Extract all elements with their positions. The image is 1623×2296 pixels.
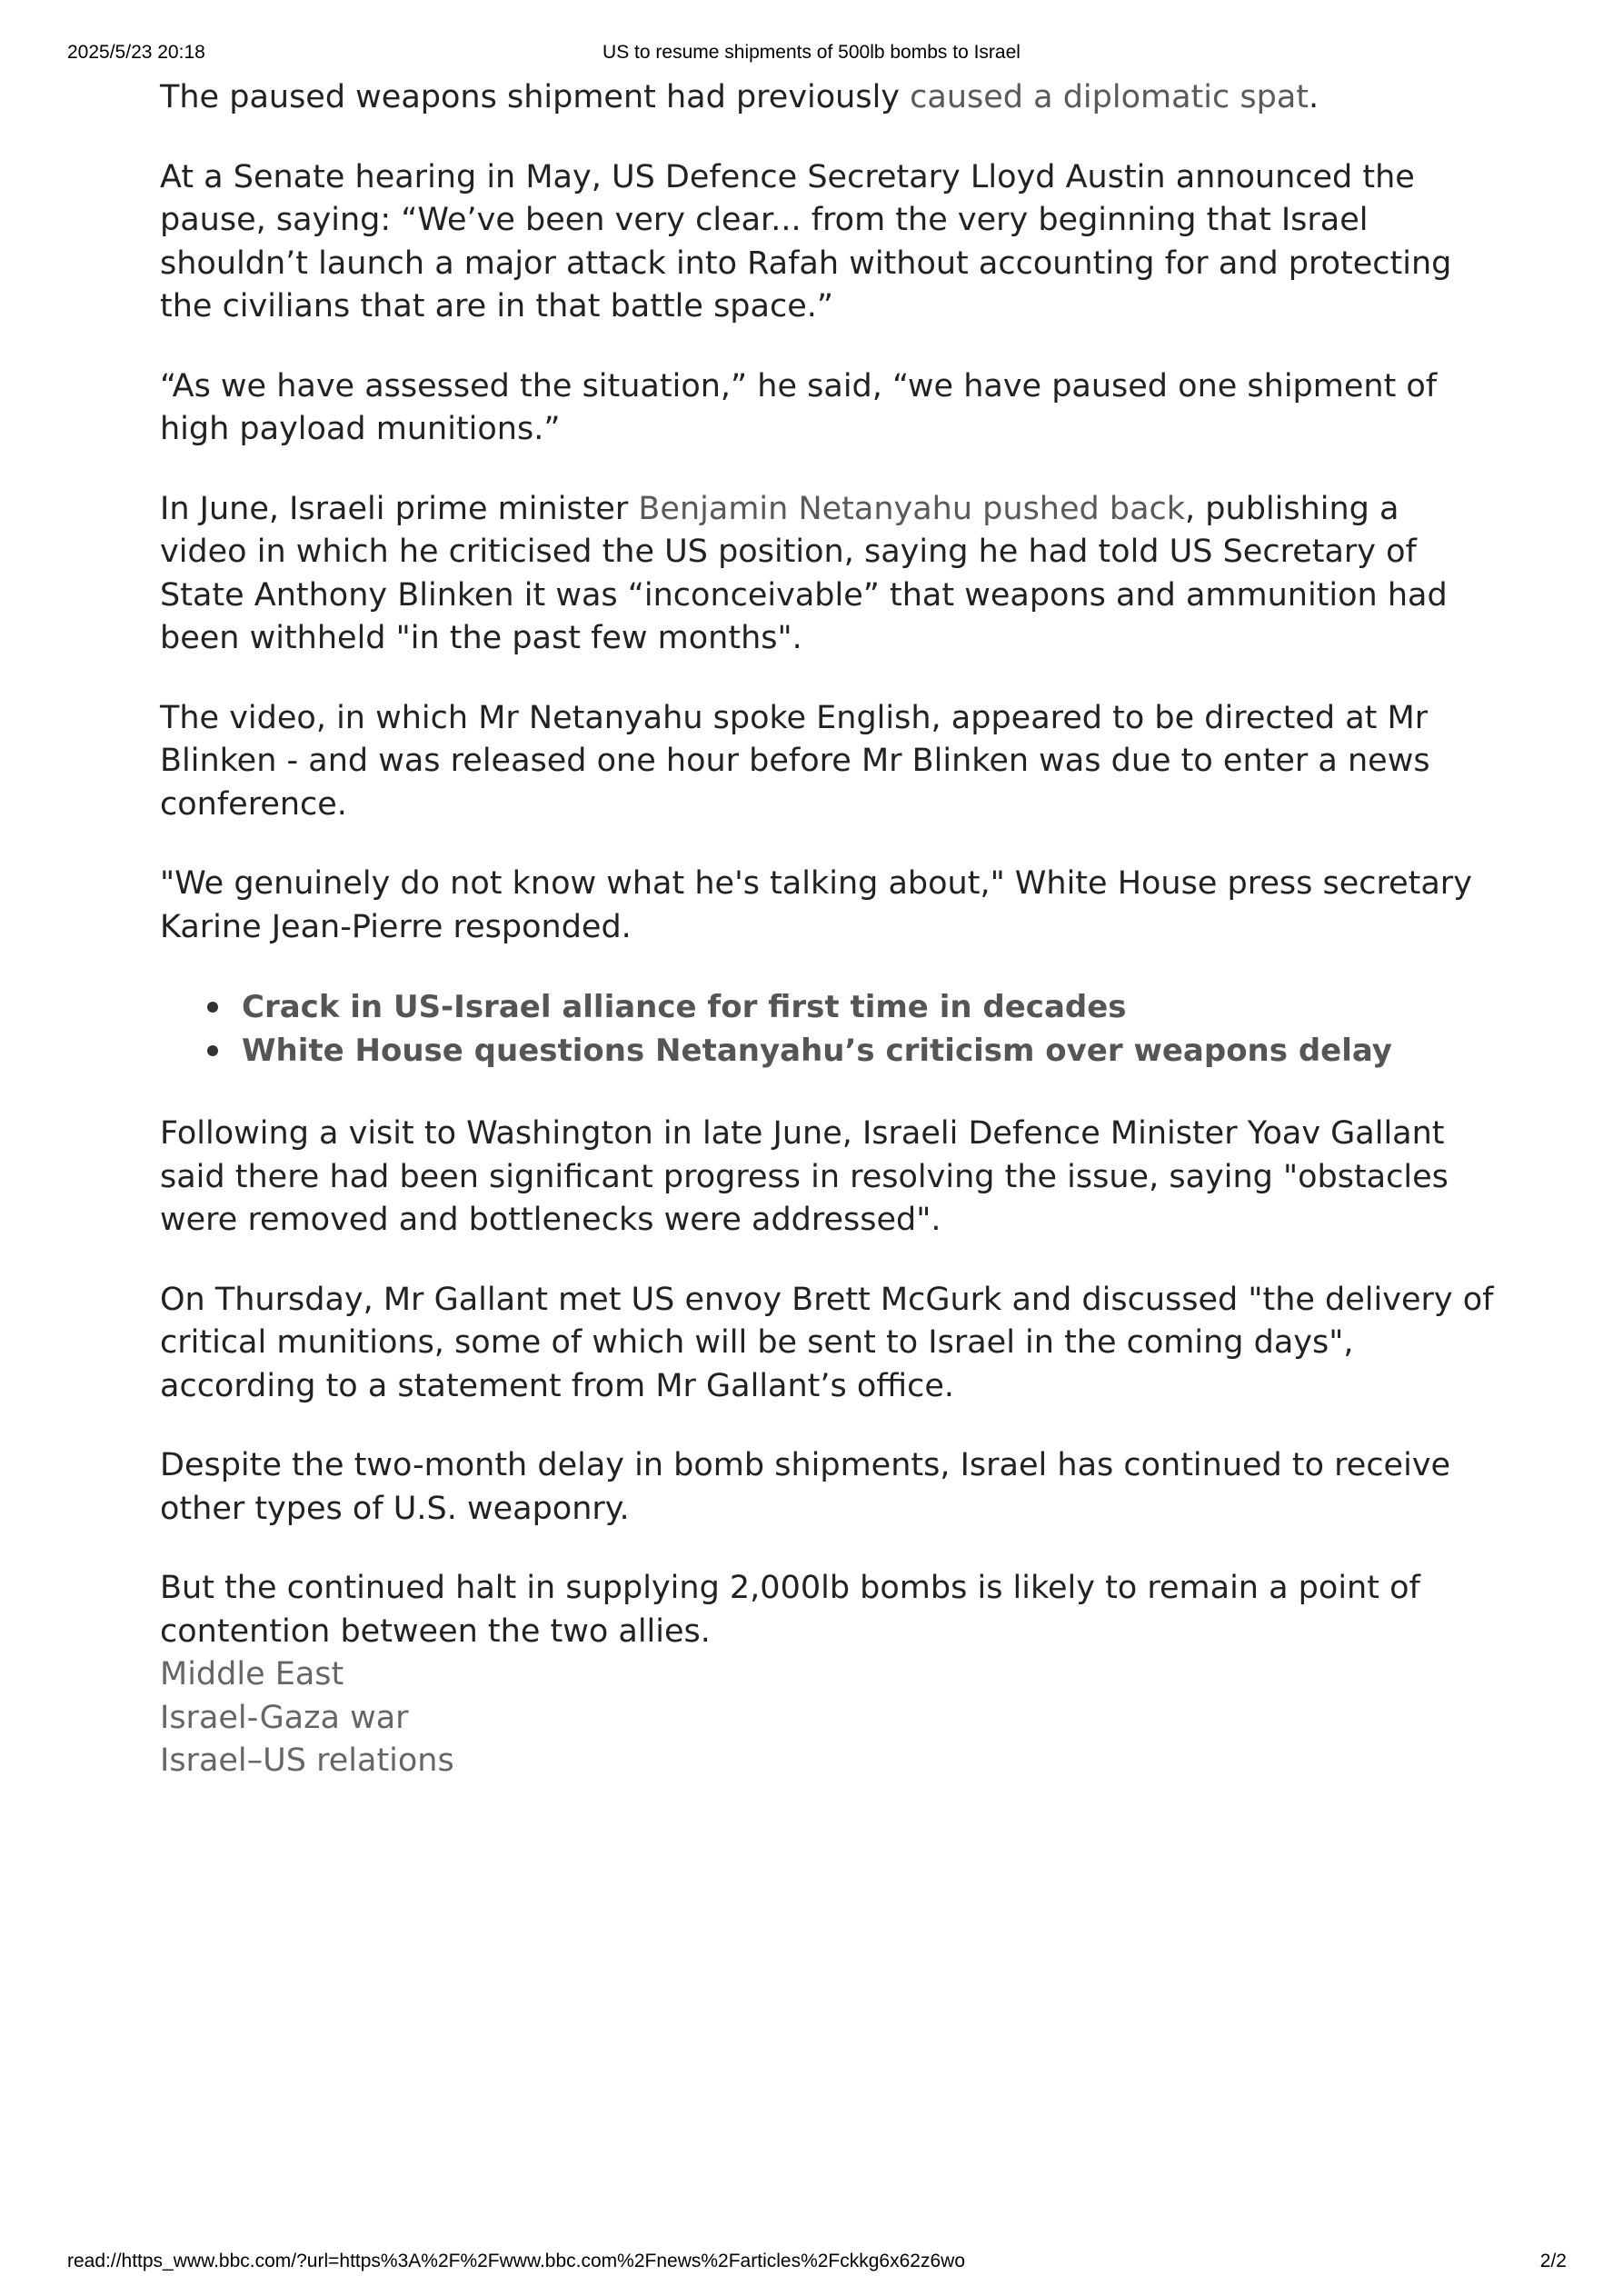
bullet-icon	[207, 1002, 218, 1013]
paragraph-delay: Despite the two-month delay in bomb shipments, Israel has continued to receive other types of U.S. weaponry.	[160, 1447, 1451, 1527]
paragraph-video: The video, in which Mr Netanyahu spoke English, appeared to be directed at Mr Blinken - and was released one hour before Mr Blinken was due to enter a news conference.	[160, 699, 1430, 823]
paragraph-continued-halt: But the continued halt in supplying 2,000lb bombs is likely to remain a point of contention between the two allies.	[160, 1570, 1420, 1650]
paragraph-text: In June, Israeli prime minister	[160, 490, 639, 527]
article-body	[160, 76, 1496, 1783]
print-header	[0, 42, 1623, 69]
print-footer	[0, 2251, 1623, 2278]
related-links-list	[160, 985, 1496, 1073]
tag-israel-gaza-war[interactable]: Israel-Gaza war	[160, 1699, 409, 1736]
bullet-icon	[207, 1045, 218, 1056]
print-url: read://https_www.bbc.com/?url=https%3A%2F%2Fwww.bbc.com%2Fnews%2Farticles%2Fckkg6x62z6wo	[67, 2251, 965, 2271]
paragraph-gallant-visit: Following a visit to Washington in late June, Israeli Defence Minister Yoav Gallant said there had been significant progress in resolving the issue, saying "obstacles were removed and bottlenecks were addressed".	[160, 1115, 1449, 1238]
topic-tags	[160, 1653, 1496, 1783]
related-link-label: White House questions Netanyahu’s criticism over weapons delay	[242, 1033, 1392, 1069]
paragraph-text: The paused weapons shipment had previously	[160, 79, 911, 115]
related-link-label: Crack in US-Israel alliance for first time in decades	[242, 989, 1127, 1025]
page-number: 2/2	[1539, 2251, 1567, 2271]
paragraph-austin-quote: “As we have assessed the situation,” he said, “we have paused one shipment of high payload munitions.”	[160, 367, 1438, 447]
paragraph-gallant-mcgurk: On Thursday, Mr Gallant met US envoy Brett McGurk and discussed "the delivery of critical munitions, some of which will be sent to Israel in the coming days", according to a statement from Mr Gallant’s office.	[160, 1281, 1494, 1404]
paragraph-paused-shipment	[160, 76, 1496, 120]
print-datetime: 2025/5/23 20:18	[67, 42, 205, 63]
paragraph-text: .	[1309, 79, 1319, 115]
tag-middle-east[interactable]: Middle East	[160, 1656, 344, 1692]
link-diplomatic-spat[interactable]: caused a diplomatic spat	[910, 79, 1309, 115]
related-link-white-house-questions[interactable]	[242, 1029, 1496, 1073]
tag-israel-us-relations[interactable]: Israel–US relations	[160, 1742, 454, 1779]
paragraph-netanyahu-pushback	[160, 488, 1496, 661]
link-netanyahu-pushed-back[interactable]: Benjamin Netanyahu pushed back	[638, 490, 1186, 527]
paragraph-senate-hearing: At a Senate hearing in May, US Defence Secretary Lloyd Austin announced the pause, saying: “We’ve been very clear... from the very beginning that Israel shouldn’t launch a major attack into Rafah without accounting for and protecting the civilians that are in that battle space.”	[160, 158, 1452, 324]
related-link-crack-in-alliance[interactable]	[242, 985, 1496, 1029]
print-page-title: US to resume shipments of 500lb bombs to Israel	[602, 42, 1021, 63]
paragraph-jean-pierre: "We genuinely do not know what he's talking about," White House press secretary Karine Jean-Pierre responded.	[160, 865, 1472, 945]
paragraph-text: , publishing a video in which he criticised the US position, saying he had told US Secretary of State Anthony Blinken it was “inconceivable” that weapons and ammunition had been withheld "in the past few months".	[160, 490, 1448, 656]
